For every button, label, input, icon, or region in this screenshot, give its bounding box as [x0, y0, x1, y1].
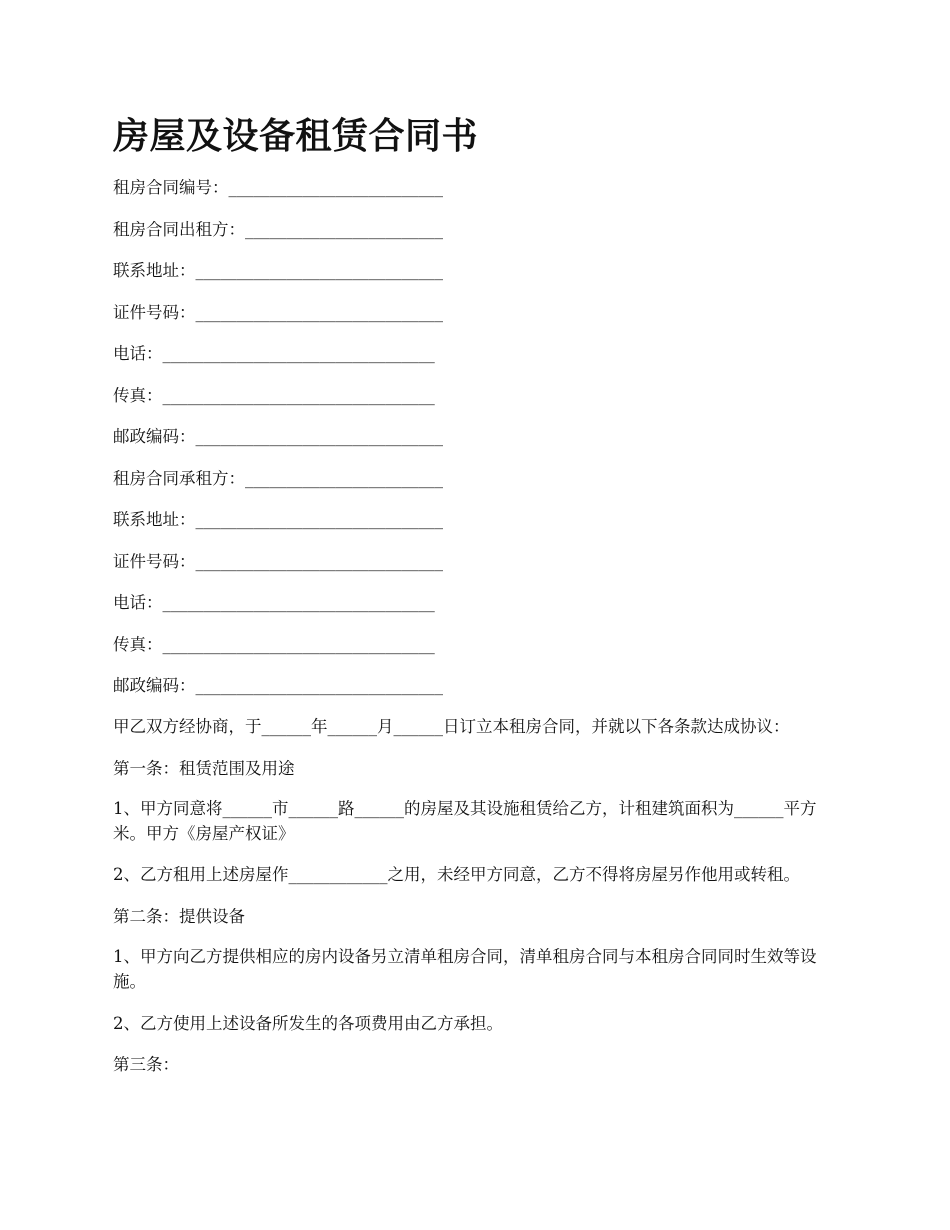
field-lessor-postcode: 邮政编码：______________________________: [113, 427, 443, 446]
article-1-heading: 第一条：租赁范围及用途: [113, 758, 295, 778]
contract-page: [113, 112, 843, 1092]
field-lessee-address: 联系地址：______________________________: [113, 510, 443, 529]
article-2-clause-2: 2、乙方使用上述设备所发生的各项费用由乙方承担。: [113, 1013, 503, 1033]
field-lessee-postcode: 邮政编码：______________________________: [113, 676, 443, 695]
article-2-clause-1: 1、甲方向乙方提供相应的房内设备另立清单租房合同，清单租房合同与本租房合同同时生效等设施。: [113, 946, 817, 991]
field-lessee: 租房合同承租方：________________________: [113, 468, 443, 488]
article-1-clause-2: 2、乙方租用上述房屋作____________之用，未经甲方同意，乙方不得将房屋另作他用或转租。: [113, 864, 800, 884]
field-lessee-phone: 电话：_________________________________: [113, 593, 435, 612]
agreement-intro: 甲乙双方经协商，于______年______月______日订立本租房合同，并就以下各条款达成协议：: [113, 716, 790, 736]
field-lessor-address: 联系地址：______________________________: [113, 261, 443, 280]
field-lessee-id-number: 证件号码：______________________________: [113, 551, 443, 571]
article-1-clause-1: 1、甲方同意将______市______路______的房屋及其设施租赁给乙方，计租建筑面积为______平方米。甲方《房屋产权证》: [113, 798, 817, 843]
field-contract-number: 租房合同编号：__________________________: [113, 178, 443, 197]
field-lessor-phone: 电话：_________________________________: [113, 344, 435, 363]
article-2-heading: 第二条：提供设备: [113, 906, 245, 926]
document-title: 房屋及设备租赁合同书: [113, 115, 479, 157]
field-lessor: 租房合同出租方：________________________: [113, 219, 443, 239]
article-3-heading: 第三条：: [113, 1054, 179, 1074]
field-lessor-id-number: 证件号码：______________________________: [113, 302, 443, 322]
field-lessor-fax: 传真：_________________________________: [113, 385, 435, 405]
field-lessee-fax: 传真：_________________________________: [113, 634, 435, 654]
